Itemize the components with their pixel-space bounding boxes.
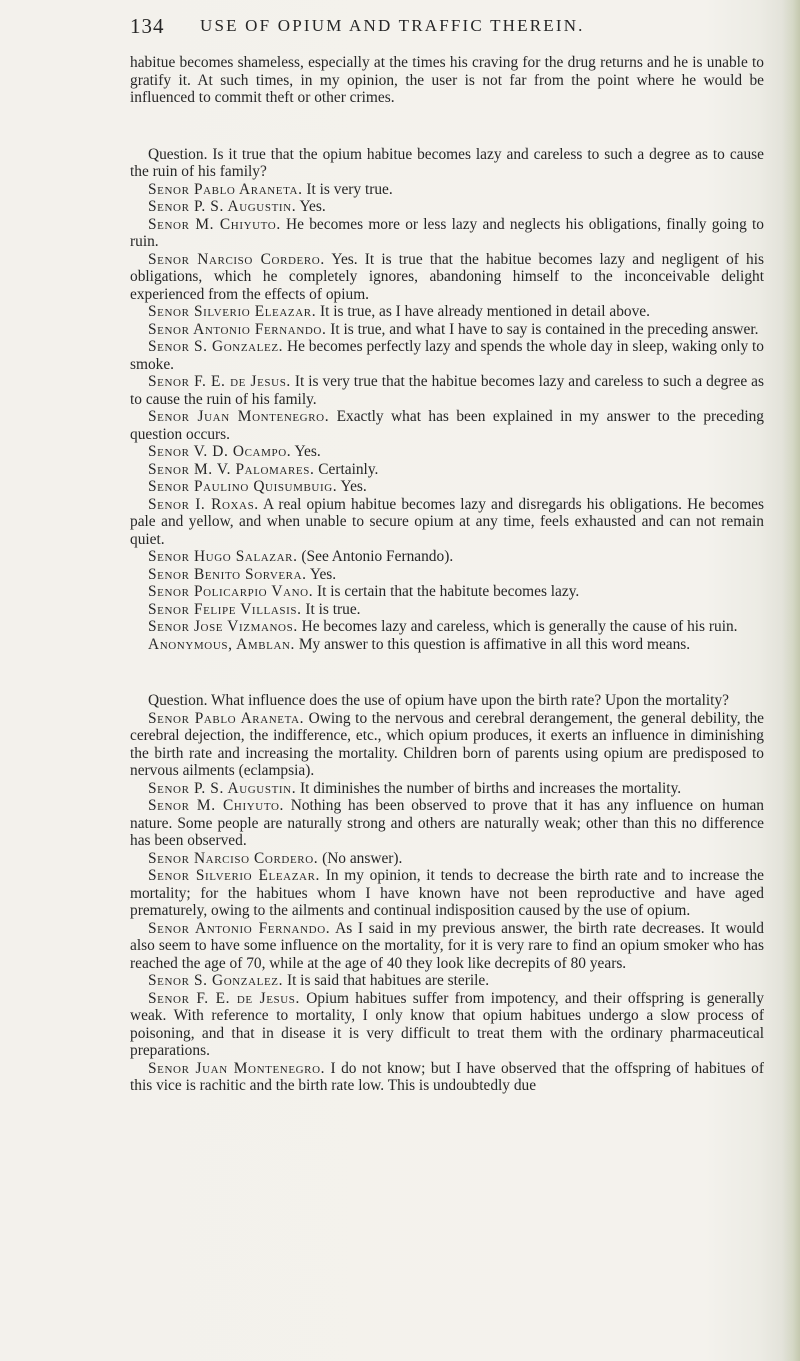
answer-paragraph <box>130 972 764 990</box>
respondent-name: Senor Narciso Cordero. <box>148 849 319 867</box>
answer-text: He becomes lazy and careless, which is generally the cause of his ruin. <box>301 618 738 635</box>
respondent-name: Senor Juan Montenegro. <box>148 1059 326 1077</box>
answer-paragraph <box>130 566 764 584</box>
answer-paragraph <box>130 601 764 619</box>
answer-text: (No answer). <box>322 849 403 867</box>
answer-text: Owing to the nervous and cerebral derangement, the general debility, the cerebral dejection, the indifference, etc., which opium produces, it exerts an influence in diminishing the birth rate and increasing the mortality. Children born of parents using opium are predisposed to nervous ailments (eclampsia). <box>130 709 764 779</box>
answer-paragraph <box>130 867 764 920</box>
answer-paragraph <box>130 303 764 321</box>
respondent-name: Senor Juan Montenegro. <box>148 408 330 425</box>
answer-text: Exactly what has been explained in my answer to the preceding question occurs. <box>130 408 764 443</box>
answer-paragraph <box>130 797 764 850</box>
section-laziness <box>130 146 764 654</box>
answer-text: (See Antonio Fernando). <box>301 548 454 565</box>
answer-text: Yes. It is true that the habitue becomes lazy and negligent of his obligations, which he completely ignores, abandoning himself to the inconceivable delight experienced from the effects of opium. <box>130 250 764 303</box>
respondent-name: Senor F. E. de Jesus. <box>148 373 291 390</box>
answer-paragraph <box>130 618 764 636</box>
section-birth-rate <box>130 692 764 1095</box>
answer-text: He becomes more or less lazy and neglects his obligations, finally going to ruin. <box>130 215 764 250</box>
answer-text: Certainly. <box>318 460 379 478</box>
respondent-name: Senor Felipe Villasis. <box>148 600 302 618</box>
answer-text: It is certain that the habitute becomes lazy. <box>317 583 580 600</box>
respondent-name: Senor Pablo Araneta. <box>148 709 305 727</box>
respondent-name: Senor Benito Sorvera. <box>148 565 307 583</box>
respondent-name: Senor Pablo Araneta. <box>148 180 303 198</box>
respondent-name: Senor Antonio Fernando. <box>148 919 331 937</box>
answer-paragraph <box>130 478 764 496</box>
answer-text: It is true, and what I have to say is contained in the preceding answer. <box>330 320 759 338</box>
answer-paragraph <box>130 461 764 479</box>
answer-text: He becomes perfectly lazy and spends the whole day in sleep, waking only to smoke. <box>130 338 764 373</box>
page-body <box>130 54 764 1095</box>
respondent-name: Senor Narciso Cordero. <box>148 250 325 268</box>
respondent-name: Senor F. E. de Jesus. <box>148 989 300 1007</box>
answer-text: It is very true. <box>306 180 393 198</box>
answer-text: Yes. <box>299 198 326 215</box>
answer-text: Yes. <box>340 478 367 495</box>
answer-text: My answer to this question is affimative in all this word means. <box>298 635 691 653</box>
question-paragraph: Question. Is it true that the opium habitue becomes lazy and careless to such a degree as to cause the ruin of his family? <box>130 145 764 180</box>
answer-paragraph <box>130 710 764 780</box>
respondent-name: Senor P. S. Augustin. <box>148 779 297 797</box>
answer-text: A real opium habitue becomes lazy and disregards his obligations. He becomes pale and yellow, and when unable to secure opium at any time, feels exhausted and can not remain quiet. <box>130 495 765 548</box>
respondent-name: Senor Antonio Fernando. <box>148 320 327 338</box>
answer-paragraph <box>130 443 764 461</box>
answer-text: Nothing has been observed to prove that it has any influence on human nature. Some people are naturally strong and others are naturally weak; other than this no difference has been observed. <box>130 797 764 849</box>
respondent-name: Senor P. S. Augustin. <box>148 198 297 215</box>
answer-paragraph <box>130 373 764 408</box>
respondent-name: Senor Paulino Quisumbuig. <box>148 478 338 495</box>
answer-paragraph <box>130 548 764 566</box>
answer-paragraph <box>130 583 764 601</box>
respondent-name: Senor Policarpio Vano. <box>148 583 314 600</box>
answer-paragraph <box>130 636 764 654</box>
answer-text: It is said that habitues are sterile. <box>286 972 490 989</box>
answer-paragraph <box>130 850 764 868</box>
page-edge-shadow <box>782 0 800 1361</box>
answer-text: I do not know; but I have observed that the offspring of habitues of this vice is rachitic and the birth rate low. This is undoubtedly due <box>130 1059 764 1094</box>
answer-text: In my opinion, it tends to decrease the birth rate and to increase the mortality; for the habitues whom I have known have not been reproductive and have aged prematurely, owing to the ailments and continual indisposition caused by the use of opium. <box>130 867 764 919</box>
question-paragraph: Question. What influence does the use of opium have upon the birth rate? Upon the mortality? <box>148 692 729 709</box>
answer-text: Yes. <box>309 565 337 583</box>
answer-paragraph <box>130 1060 764 1095</box>
answer-text: It is true, as I have already mentioned in detail above. <box>320 303 650 320</box>
answer-paragraph <box>130 920 764 973</box>
respondent-name: Anonymous, Amblan. <box>148 635 296 653</box>
answer-text: It is true. <box>305 600 361 618</box>
respondent-name: Senor Jose Vizmanos. <box>148 618 298 635</box>
running-title: USE OF OPIUM AND TRAFFIC THEREIN. <box>200 16 585 35</box>
respondent-name: Senor I. Roxas. <box>148 495 259 513</box>
respondent-name: Senor S. Gonzalez. <box>148 972 284 989</box>
answer-paragraph <box>130 181 764 199</box>
answer-paragraph <box>130 321 764 339</box>
page-header <box>130 14 750 38</box>
answer-paragraph <box>130 338 764 373</box>
answer-paragraph <box>130 198 764 216</box>
answer-paragraph <box>130 990 764 1060</box>
respondent-name: Senor S. Gonzalez. <box>148 338 284 355</box>
answer-text: It is very true that the habitue becomes lazy and careless to such a degree as to cause the ruin of his family. <box>130 373 764 408</box>
answer-paragraph <box>130 216 764 251</box>
respondent-name: Senor Silverio Eleazar. <box>148 867 320 884</box>
answer-paragraph <box>130 251 764 304</box>
answer-text: Yes. <box>294 443 321 460</box>
answer-text: Opium habitues suffer from impotency, and their offspring is generally weak. With reference to mortality, I only know that opium habitues undergo a slow process of poisoning, and that in disease it is very difficult to treat them with the ordinary pharmaceutical preparations. <box>130 989 764 1059</box>
answer-text: As I said in my previous answer, the birth rate decreases. It would also seem to have some influence on the mortality, for it is very rare to find an opium smoker who has reached the age of 70, while at the age of 40 they look like decrepits of 80 years. <box>130 919 764 972</box>
respondent-name: Senor M. Chiyuto. <box>148 797 284 814</box>
respondent-name: Senor Hugo Salazar. <box>148 548 298 565</box>
answer-paragraph <box>130 496 764 549</box>
respondent-name: Senor M. V. Palomares. <box>148 460 315 478</box>
respondent-name: Senor V. D. Ocampo. <box>148 443 292 460</box>
intro-paragraph: habitue becomes shameless, especially at the times his craving for the drug returns and he is unable to gratify it. At such times, in my opinion, the user is not far from the point where he would be influenced to commit theft or other crimes. <box>130 54 764 106</box>
page-number: 134 <box>130 14 165 38</box>
respondent-name: Senor Silverio Eleazar. <box>148 303 317 320</box>
answer-paragraph <box>130 780 764 798</box>
respondent-name: Senor M. Chiyuto. <box>148 215 281 233</box>
answer-paragraph <box>130 408 764 443</box>
answer-text: It diminishes the number of births and increases the mortality. <box>300 779 682 797</box>
